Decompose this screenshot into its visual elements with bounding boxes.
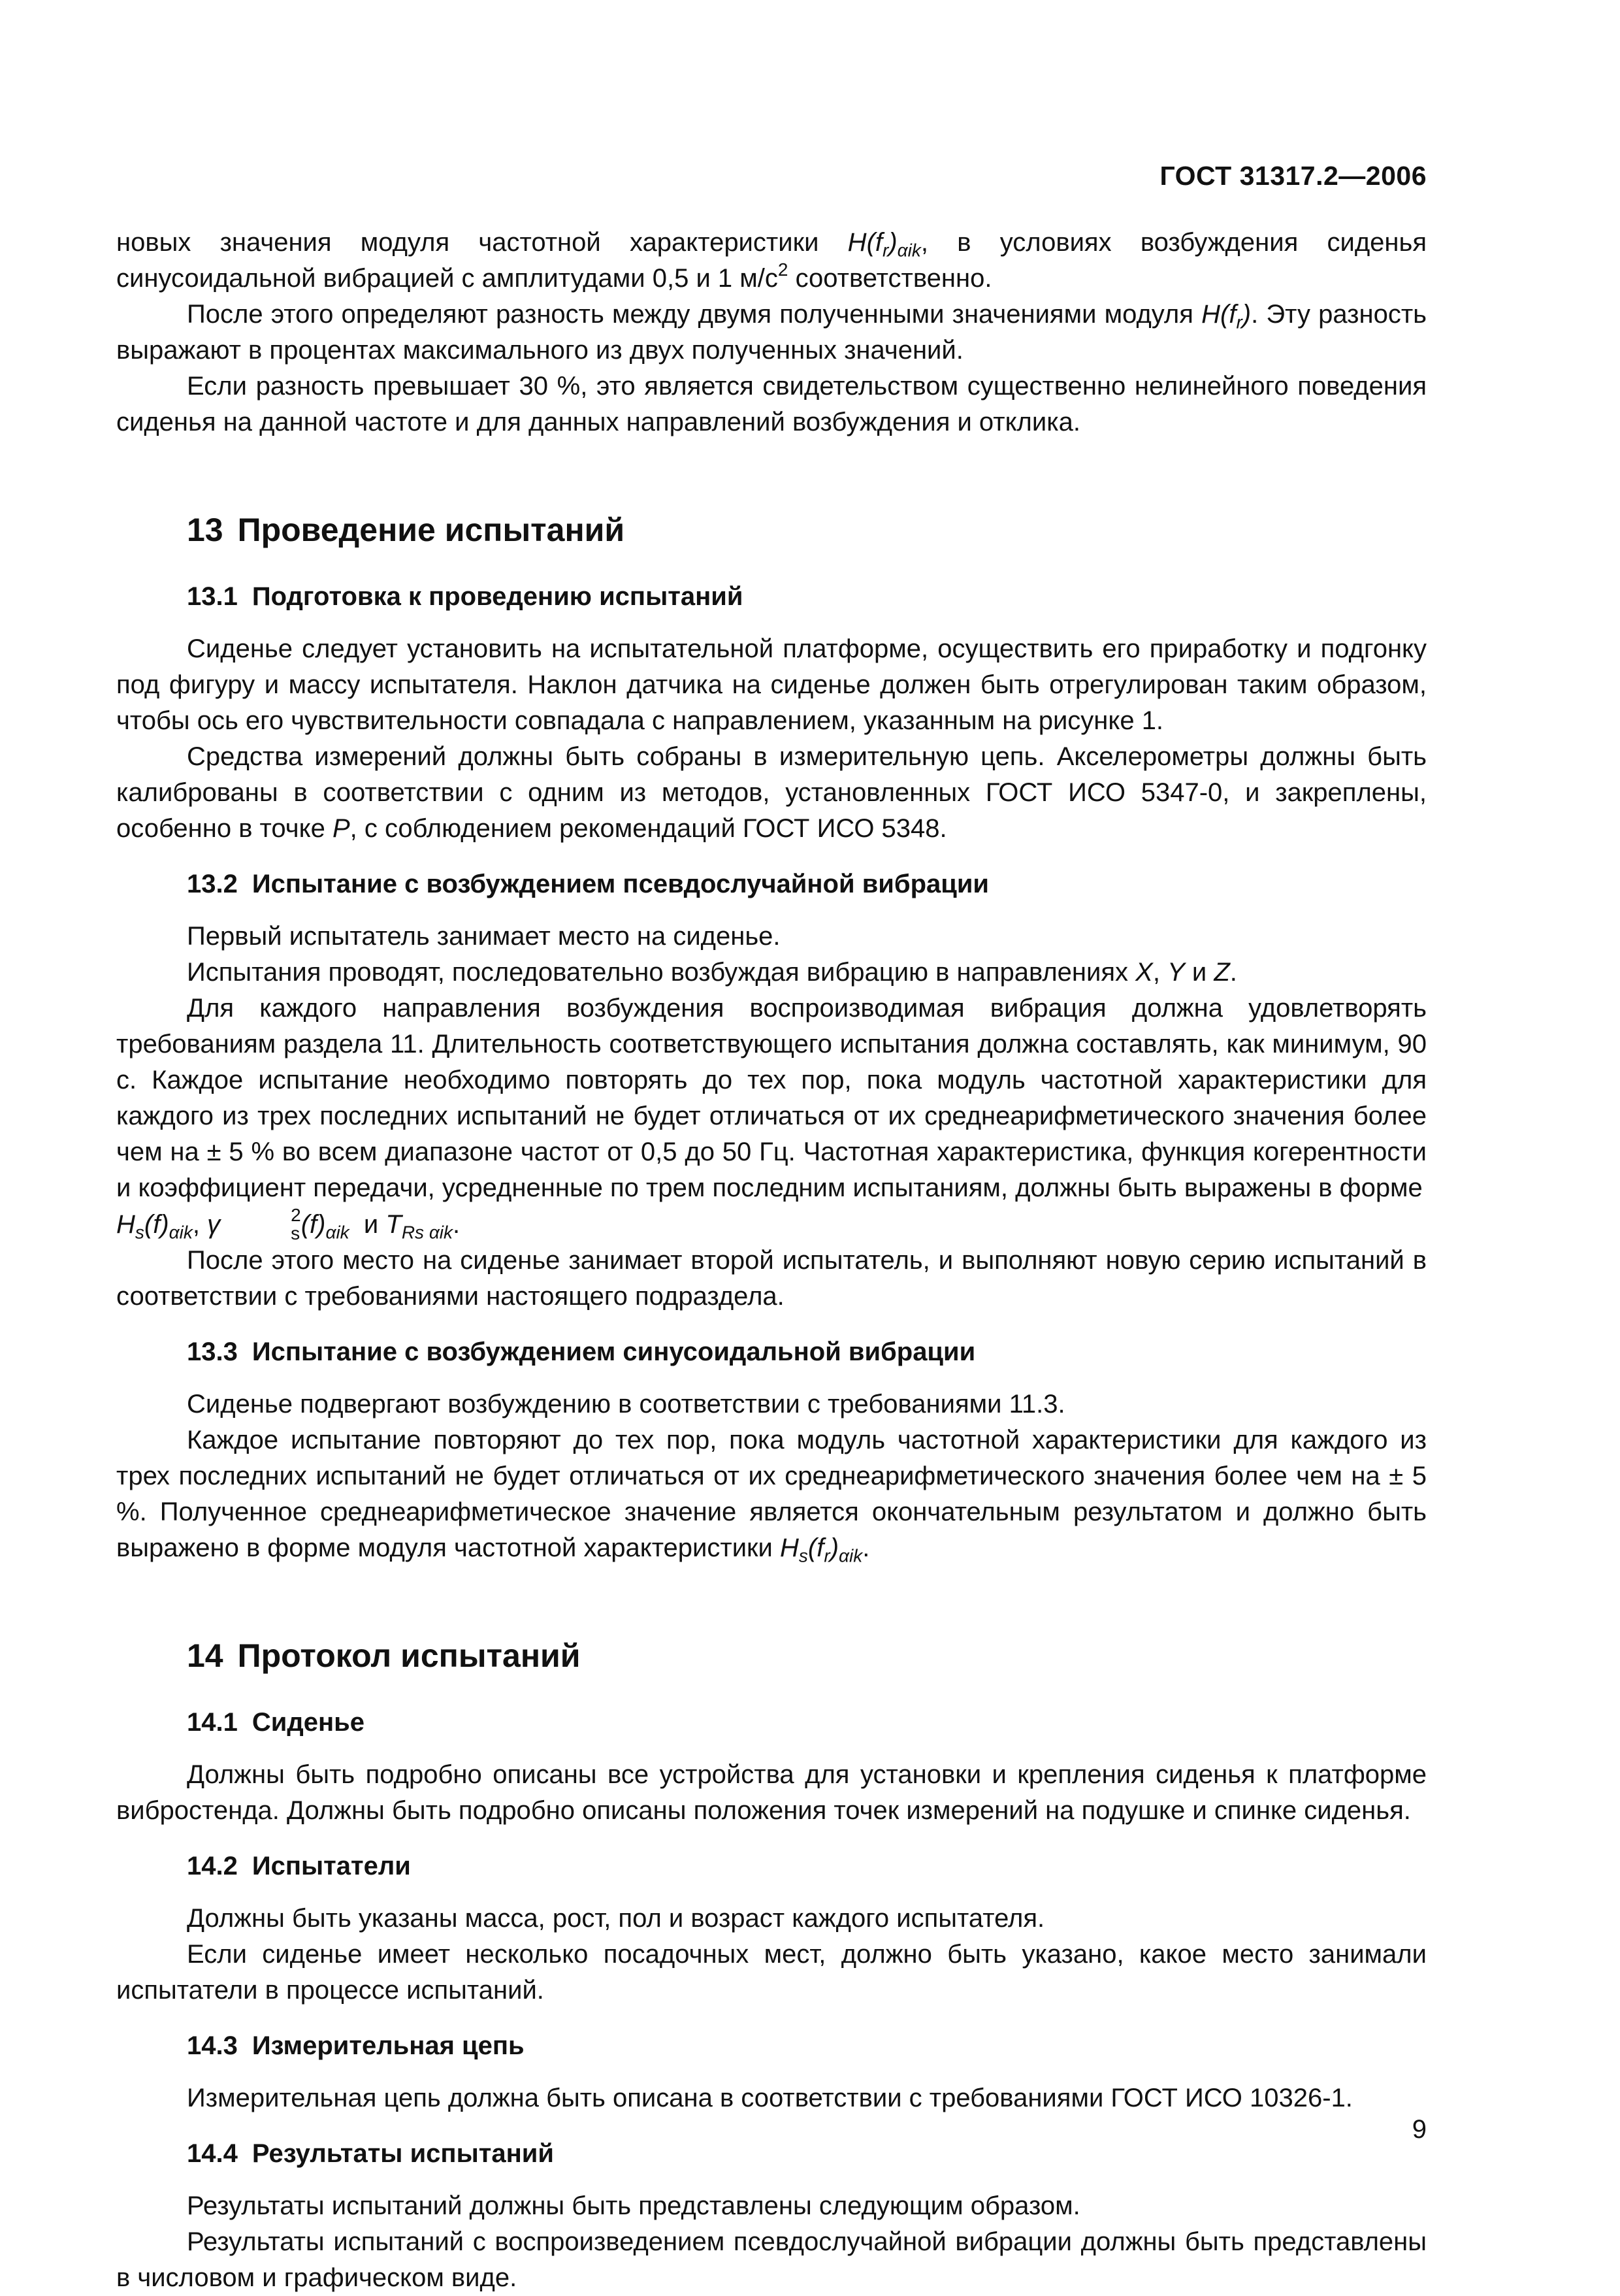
document-body [116,225,1427,2296]
section-14-1-paragraph-1: Должны быть подробно описаны все устройства для установки и крепления сиденья к платформе вибростенда. Должны быть подробно описаны положения точек измерений на подушке и спинке сиденья. [116,1760,1427,1826]
standard-code-header: ГОСТ 31317.2—2006 [1159,161,1427,191]
subsection-13-1-heading: 13.1 Подготовка к проведению испытаний [187,582,743,611]
frequency-response-modulus-symbol: $H(f_r)$ [1201,300,1252,333]
section-14-2-paragraph-2: Если сиденье имеет несколько посадочных мест, должно быть указано, какое место занимали испытатели в процессе испытаний. [116,1940,1427,2005]
subsection-13-2-heading: 13.2 Испытание с возбуждением псевдослучайной вибрации [187,870,990,898]
section-13-1-paragraph-2: Средства измерений должны быть собраны в измерительную цепь. Акселерометры должны быть калиброваны в соответствии с одним из методов, установленных ГОСТ ИСО 5347-0, и закреплены, особенно в точке P, с соблюдением рекомендаций ГОСТ ИСО 5348. [116,742,1427,843]
intro-paragraph-1: новых значения модуля частотной характеристики $H(f_r)_{\alpha ik}$, в условиях возбуждения сиденья синусоидальной вибрацией с амплитудами 0,5 и 1 $м/с^2$ соответственно. [116,228,1427,293]
section-13-2-paragraph-4: После этого место на сиденье занимает второй испытатель, и выполняют новую серию испытаний в соответствии с требованиями настоящего подраздела. [116,1246,1427,1311]
section-13-heading: 13 Проведение испытаний [187,512,625,548]
seat-frequency-response-symbol: $H_s(f)_{\alpha ik}$ [116,1210,193,1243]
subsection-14-2-heading: 14.2 Испытатели [187,1852,411,1881]
frequency-response-symbol: $H(f_r)_{\alpha ik}$ [847,228,921,261]
intro-paragraph-2: После этого определяют разность между двумя полученными значениями модуля $H(f_r)$. Эту разность выражают в процентах максимального из двух полученных значений. [116,300,1427,365]
subsection-14-1-heading: 14.1 Сиденье [187,1708,364,1737]
section-13-2-paragraph-3: Для каждого направления возбуждения воспроизводимая вибрация должна удовлетворять требованиям раздела 11. Длительность соответствующего испытания должна составлять, как минимум, 90 с. Каждое испытание необходимо повторять до тех пор, пока модуль частотной характеристики для каждого из трех последних испытаний не будет отличаться от их среднеарифметического значения более чем на ± 5 % во всем диапазоне частот от 0,5 до 50 Гц. Частотная характеристика, функция когерентности и коэффициент передачи, усредненные по трем последним испытаниям, должны быть выражены в форме $H_s(f)_{\alpha ik}$, γ 2 s $(f)_{\alpha ik}$ и $T_{Rs \alpha ik}$. [116,994,1427,1243]
intro-paragraph-3: Если разность превышает 30 %, это является свидетельством существенно нелинейного поведения сиденья на данной частоте и для данных направлений возбуждения и отклика. [116,372,1427,436]
section-13-3-paragraph-1: Сиденье подвергают возбуждению в соответствии с требованиями 11.3. [187,1390,1065,1419]
section-13-2-paragraph-2: Испытания проводят, последовательно возбуждая вибрацию в направлениях X, Y и Z. [187,958,1237,987]
subsection-13-3-heading: 13.3 Испытание с возбуждением синусоидальной вибрации [187,1337,976,1367]
transmissibility-symbol: $T_{Rs \alpha ik}$ [385,1210,453,1243]
coherence-function-symbol: γ 2 s $(f)_{\alpha ik}$ [207,1205,349,1243]
section-13-2-paragraph-1: Первый испытатель занимает место на сиденье. [187,922,781,951]
seat-frequency-response-modulus-symbol: $H_s(f_r)_{\alpha ik}$ [780,1533,863,1566]
section-14-2-paragraph-1: Должны быть указаны масса, рост, пол и возраст каждого испытателя. [187,1904,1045,1933]
section-13-3-paragraph-2: Каждое испытание повторяют до тех пор, пока модуль частотной характеристики для каждого из трех последних испытаний не будет отличаться от их среднеарифметического значения более чем на ± 5 %. Полученное среднеарифметическое значение является окончательным результатом и должно быть выражено в форме модуля частотной характеристики $H_s(f_r)_{\alpha ik}$. [116,1426,1427,1566]
section-14-4-paragraph-2: Результаты испытаний с воспроизведением псевдослучайной вибрации должны быть представлены в числовом и графическом виде. [116,2227,1427,2293]
section-14-heading: 14 Протокол испытаний [187,1637,581,1675]
subsection-14-4-heading: 14.4 Результаты испытаний [187,2139,554,2169]
section-13-1-paragraph-1: Сиденье следует установить на испытательной платформе, осуществить его приработку и подгонку под фигуру и массу испытателя. Наклон датчика на сиденье должен быть отрегулирован таким образом, чтобы ось его чувствительности совпадала с направлением, указанным на рисунке 1. [116,634,1427,735]
subsection-14-3-heading: 14.3 Измерительная цепь [187,2031,525,2061]
page-number: 9 [1412,2115,1427,2144]
section-14-3-paragraph-1: Измерительная цепь должна быть описана в соответствии с требованиями ГОСТ ИСО 10326-1. [187,2084,1353,2113]
section-14-4-paragraph-1: Результаты испытаний должны быть представлены следующим образом. [187,2191,1080,2221]
